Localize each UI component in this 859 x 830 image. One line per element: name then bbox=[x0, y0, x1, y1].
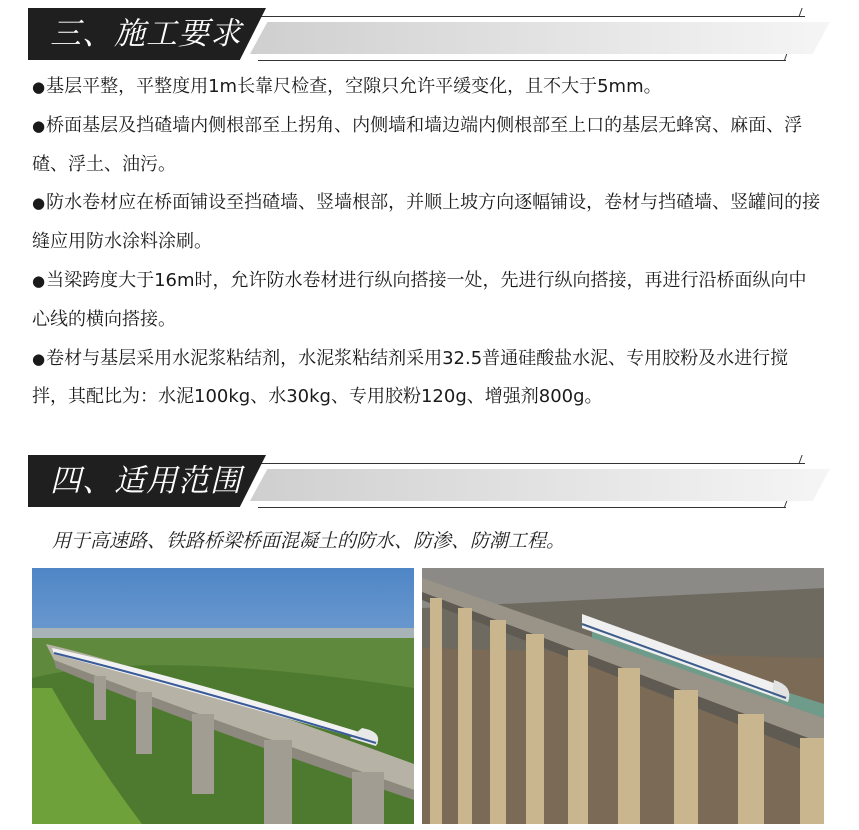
section-header-requirements bbox=[0, 8, 859, 68]
list-item bbox=[32, 184, 822, 262]
photo-train-viaduct-left bbox=[32, 568, 414, 824]
list-item bbox=[32, 262, 822, 340]
header-gray-band bbox=[250, 469, 830, 501]
header-gray-band bbox=[250, 22, 830, 54]
list-item-text: 卷材与基层采用水泥浆粘结剂，水泥浆粘结剂采用32.5普通硅酸盐水泥、专用胶粉及水进行搅拌，其配比为：水泥100kg、水30kg、专用胶粉120g、增强剂800g。 bbox=[32, 347, 789, 408]
list-item bbox=[32, 68, 822, 107]
list-item-text: 防水卷材应在桥面铺设至挡碴墙、竖墙根部，并顺上坡方向逐幅铺设，卷材与挡碴墙、竖罐间的接缝应用防水涂料涂刷。 bbox=[32, 192, 821, 253]
bullet-icon: ● bbox=[32, 349, 46, 368]
section-title-scope: 四、适用范围 bbox=[50, 463, 242, 499]
header-decor-line bbox=[258, 60, 786, 61]
bullet-icon: ● bbox=[32, 271, 46, 290]
list-item-text: 基层平整，平整度用1m长靠尺检查，空隙只允许平缓变化，且不大于5mm。 bbox=[46, 76, 662, 97]
bullet-icon: ● bbox=[32, 194, 46, 213]
photo-train-viaduct-right bbox=[422, 568, 824, 824]
section-header-scope bbox=[0, 455, 859, 515]
bullet-icon: ● bbox=[32, 78, 46, 96]
list-item-text: 桥面基层及挡碴墙内侧根部至上拐角、内侧墙和墙边端内侧根部至上口的基层无蜂窝、麻面、浮碴、浮土、油污。 bbox=[32, 114, 803, 175]
list-item bbox=[32, 107, 822, 185]
header-decor-line bbox=[258, 507, 786, 508]
list-item-text: 当梁跨度大于16m时，允许防水卷材进行纵向搭接一处，先进行纵向搭接，再进行沿桥面纵向中心线的横向搭接。 bbox=[32, 269, 807, 330]
scope-description: 用于高速路、铁路桥梁桥面混凝土的防水、防渗、防潮工程。 bbox=[52, 530, 566, 552]
section-title-requirements: 三、施工要求 bbox=[50, 16, 242, 52]
requirements-list bbox=[32, 68, 822, 417]
bullet-icon: ● bbox=[32, 116, 46, 135]
list-item bbox=[32, 340, 822, 418]
header-decor-line bbox=[245, 16, 805, 17]
header-decor-line bbox=[245, 463, 805, 464]
